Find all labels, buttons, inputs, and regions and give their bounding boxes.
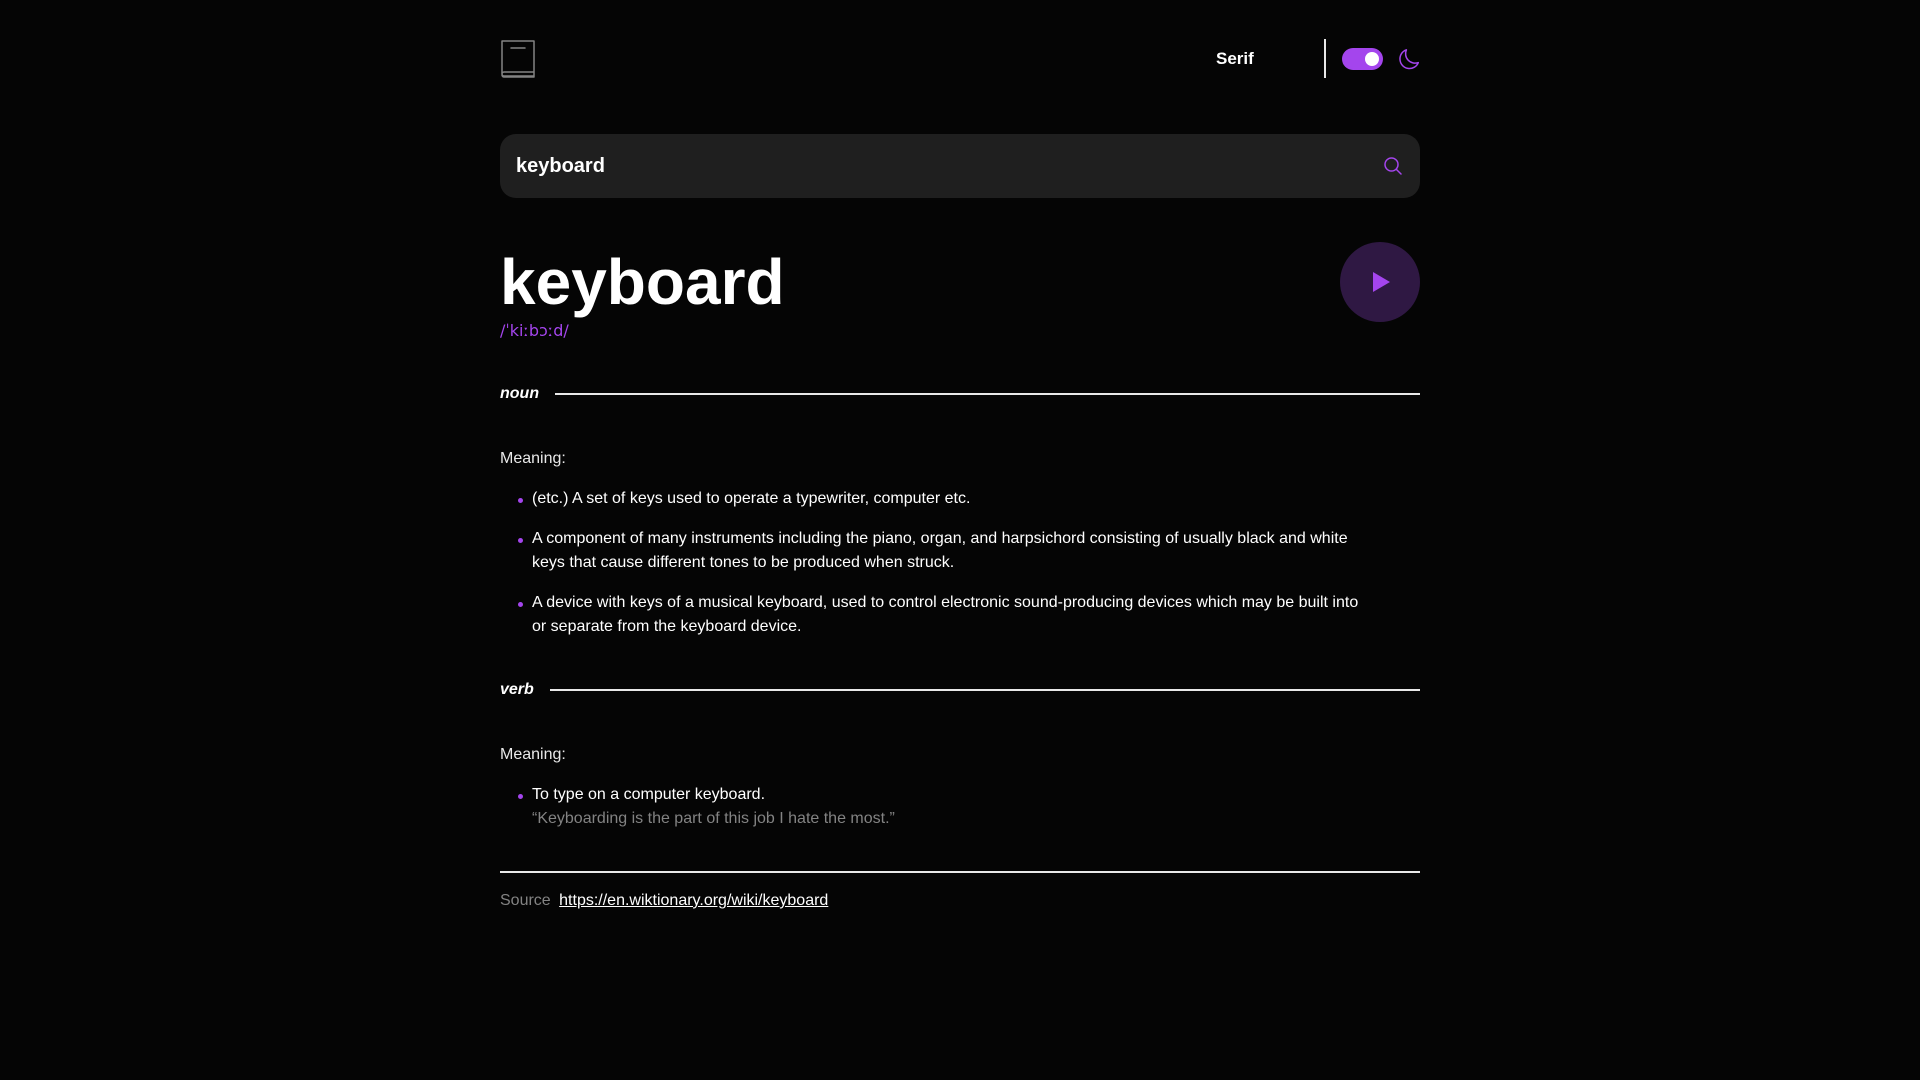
pos-header-noun	[500, 385, 1420, 403]
search-bar	[500, 134, 1420, 198]
list-item: (etc.) A set of keys used to operate a typewriter, computer etc.	[500, 487, 1360, 511]
pos-divider	[550, 689, 1420, 691]
search-input[interactable]	[516, 134, 1356, 198]
definition-text: To type on a computer keyboard.	[532, 786, 766, 803]
list-item: A component of many instruments including the piano, organ, and harpsichord consisting of usually black and white keys that cause different tones to be produced when struck.	[500, 527, 1360, 575]
list-item	[500, 783, 1360, 831]
definition-list-noun	[500, 487, 1360, 655]
font-selector-label: Serif	[1216, 49, 1254, 68]
phonetic: /ˈkiːbɔːd/	[500, 321, 569, 340]
source	[500, 892, 828, 910]
pos-divider	[555, 393, 1420, 395]
word-title: keyboard	[500, 246, 785, 318]
play-button[interactable]	[1340, 242, 1420, 322]
footer-divider	[500, 871, 1420, 873]
header	[500, 0, 1420, 120]
search-icon[interactable]	[1384, 157, 1402, 175]
font-selector[interactable]	[1216, 49, 1254, 69]
list-item: A device with keys of a musical keyboard, used to control electronic sound-producing devices which may be built into or separate from the keyboard device.	[500, 591, 1360, 639]
book-icon[interactable]	[500, 39, 536, 79]
source-label: Source	[500, 892, 551, 909]
dictionary-app	[500, 0, 1420, 909]
play-icon	[1340, 242, 1420, 322]
definition-list-verb	[500, 783, 1360, 847]
theme-toggle[interactable]	[1342, 48, 1383, 70]
theme-toggle-knob	[1365, 52, 1379, 66]
meaning-label: Meaning:	[500, 746, 566, 763]
moon-icon	[1397, 47, 1421, 71]
header-divider	[1324, 39, 1326, 78]
pos-label: noun	[500, 385, 540, 402]
meaning-label: Meaning:	[500, 450, 566, 467]
source-link[interactable]: https://en.wiktionary.org/wiki/keyboard	[559, 892, 829, 909]
definition-example: “Keyboarding is the part of this job I hate the most.”	[532, 810, 895, 827]
pos-label: verb	[500, 681, 534, 698]
pos-header-verb	[500, 681, 1420, 699]
